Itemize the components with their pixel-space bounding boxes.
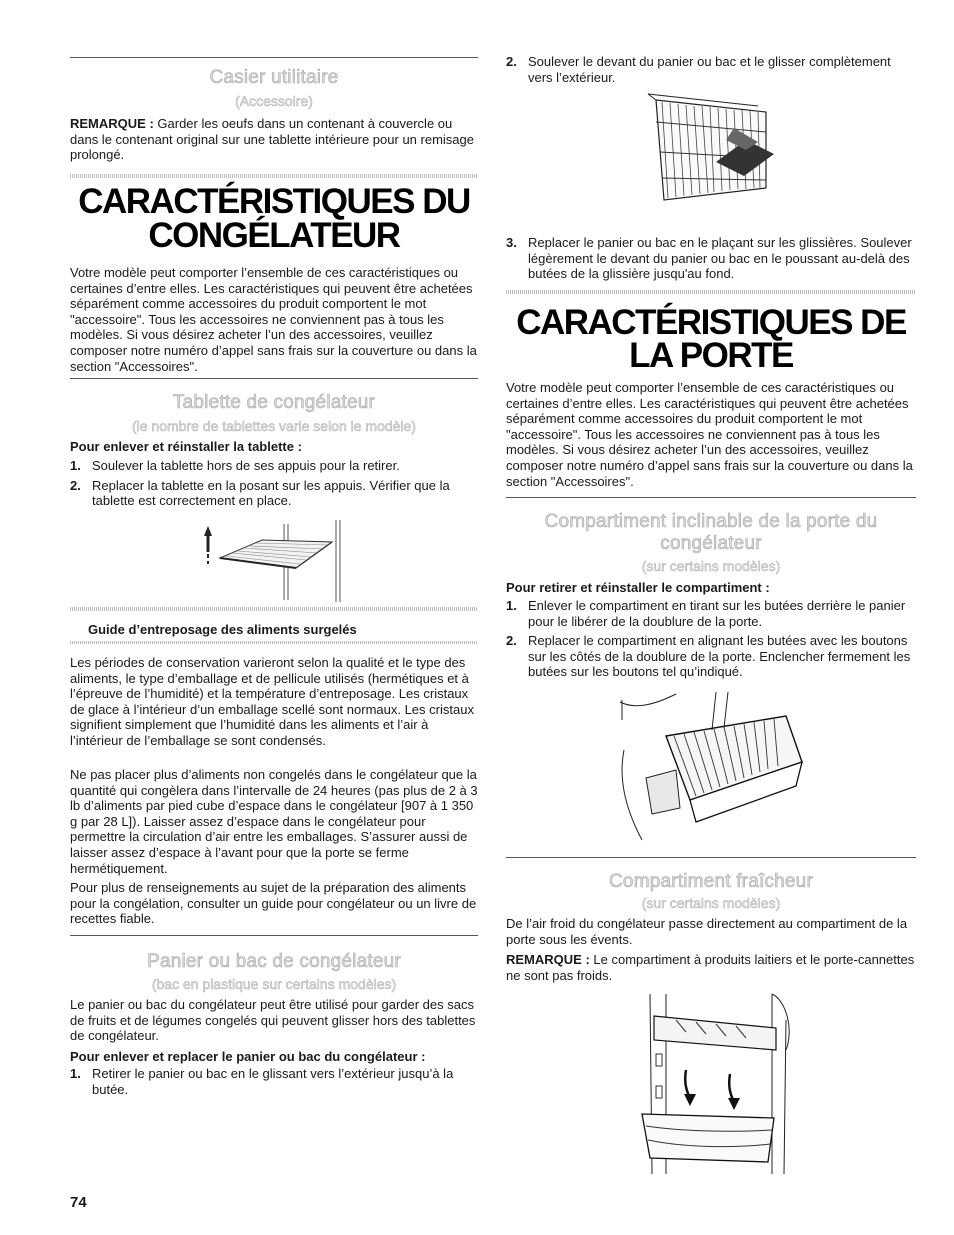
- note-label: REMARQUE :: [70, 116, 154, 131]
- heading-porte-line2: LA PORTE: [629, 336, 793, 375]
- casier-note: [70, 116, 478, 163]
- list-item: [506, 235, 916, 282]
- step-number: 2.: [70, 477, 81, 493]
- fraicheur-note: [506, 952, 916, 983]
- intro-congelateur: Votre modèle peut comporter l’ensemble de ces caractéristiques ou certaines d’entre elles. Les caractéristiques qui peuvent être achetées séparément comme accessoires du produit comportent le mot "accessoire". Tous les accessoires ne conviennent pas à tous les modèles. Si vous désirez acheter l’un des accessoires, veuillez composer notre numéro d’appel sans frais sur la couverture ou dans la section "Accessoires".: [70, 265, 477, 374]
- fraicheur-p1: De l’air froid du congélateur passe directement au compartiment de la porte sous les évents.: [506, 916, 908, 947]
- compartiment-title-line2: congélateur: [660, 533, 762, 554]
- step-text: Soulever la tablette hors de ses appuis pour la retirer.: [92, 458, 400, 473]
- guide-p1: Les périodes de conservation varieront selon la qualité et le type des aliments, le type d’emballage et de pellicule utilisés (hermétiques et à l’épreuve de l’humidité) et la température d’entreposage. Les cristaux de glace à l’intérieur d’un emballage scellé sont normaux. Les cristaux signifient simplement que l’humidité dans les aliments et l’air à l’intérieur de l’emballage se sont condensés.: [70, 655, 474, 748]
- step-number: 3.: [506, 235, 517, 250]
- panier-steps-continued-2: [506, 235, 916, 282]
- panier-title: Panier ou bac de congélateur: [147, 951, 401, 972]
- intro-porte: Votre modèle peut comporter l’ensemble de ces caractéristiques ou certaines d’entre elles. Les caractéristiques qui peuvent être achetées séparément comme accessoires du produit comportent le mot "accessoire". Tous les accessoires ne conviennent pas à tous les modèles. Si vous désirez acheter l’un des accessoires, veuillez composer notre numéro d’appel sans frais sur la couverture ou dans la section "Accessoires".: [506, 380, 913, 489]
- divider: [506, 857, 916, 858]
- page-number: 74: [70, 1194, 87, 1211]
- list-item: [506, 54, 916, 85]
- panier-steps-continued: [506, 54, 916, 85]
- heading-congelateur-line1: CARACTÉRISTIQUES DU: [78, 182, 470, 221]
- step-number: 1.: [70, 458, 81, 473]
- compartiment-steps: [506, 598, 916, 680]
- compartiment-title-line1: Compartiment inclinable de la porte du: [544, 511, 878, 532]
- heading-porte-line1: CARACTÉRISTIQUES DE: [516, 303, 906, 342]
- list-item: [506, 598, 916, 629]
- guide-title: Guide d’entreposage des aliments surgelés: [88, 622, 357, 637]
- hatch-divider: [70, 607, 478, 611]
- step-number: 1.: [70, 1066, 81, 1081]
- casier-title: Casier utilitaire: [209, 67, 339, 88]
- panier-howto: Pour enlever et replacer le panier ou bac du congélateur :: [70, 1049, 426, 1064]
- door-bin-illustration: [616, 690, 816, 850]
- panier-subtitle: (bac en plastique sur certains modèles): [151, 976, 397, 992]
- tablette-title: Tablette de congélateur: [172, 392, 376, 413]
- list-item: [506, 633, 916, 680]
- divider: [70, 935, 478, 936]
- tablette-howto: Pour enlever et réinstaller la tablette :: [70, 439, 302, 454]
- basket-illustration: [646, 92, 778, 214]
- fraicheur-illustration: [626, 990, 806, 1176]
- panier-steps: [70, 1066, 478, 1097]
- list-item: [70, 458, 478, 474]
- guide-p2: Ne pas placer plus d’aliments non congelés dans le congélateur que la quantité qui congèlera dans l’intervalle de 24 heures (pas plus de 2 à 3 lb d’aliments par pied cube d’espace dans le congélateur [907 à 1 350 g par 28 L]). Laisser assez d’espace dans le congélateur pour permettre la circulation d’air entre les emballages. S’assurer aussi de laisser assez d’espace à l’avant pour que la porte se ferme hermétiquement.: [70, 767, 478, 876]
- tablette-steps: [70, 458, 478, 509]
- guide-p3: Pour plus de renseignements au sujet de la préparation des aliments pour la congélation, consulter un guide pour congélateur ou un livre de recettes fiable.: [70, 880, 477, 927]
- casier-subtitle: (Accessoire): [235, 93, 313, 109]
- hatch-divider: [70, 174, 478, 178]
- note-label: REMARQUE :: [506, 952, 590, 967]
- fraicheur-title: Compartiment fraîcheur: [609, 871, 813, 892]
- compartiment-howto: Pour retirer et réinstaller le compartiment :: [506, 580, 770, 595]
- list-item: [70, 478, 478, 509]
- step-text: Replacer le panier ou bac en le plaçant sur les glissières. Soulever légèrement le devant du panier ou bac en le poussant au-delà des butées de la glissière jusqu'au fond.: [528, 235, 912, 282]
- heading-congelateur-line2: CONGÉLATEUR: [148, 216, 400, 255]
- step-text: Replacer le compartiment en alignant les butées avec les boutons sur les côtés de la doublure de la porte. Enclencher fermement les butées sur les boutons tel qu’indiqué.: [528, 633, 911, 680]
- divider: [70, 57, 478, 58]
- step-number: 2.: [506, 54, 517, 69]
- note-text: Le compartiment à produits laitiers et le porte-cannettes ne sont pas froids.: [506, 952, 915, 983]
- compartiment-subtitle: (sur certains modèles): [641, 558, 781, 574]
- step-text: Retirer le panier ou bac en le glissant vers l’extérieur jusqu’à la butée.: [92, 1066, 454, 1097]
- list-item: [70, 1066, 478, 1097]
- tablette-subtitle: (le nombre de tablettes varie selon le modèle): [131, 418, 417, 434]
- step-number: 2.: [506, 633, 517, 649]
- panier-p1: Le panier ou bac du congélateur peut être utilisé pour garder des sacs de fruits et de légumes congelés qui peuvent glisser hors des tablettes de congélateur.: [70, 997, 476, 1044]
- step-text: Enlever le compartiment en tirant sur les butées derrière le panier pour le libérer de la doublure de la porte.: [528, 598, 906, 629]
- shelf-illustration: [200, 520, 350, 602]
- step-text: Soulever le devant du panier ou bac et le glisser complètement vers l’extérieur.: [528, 54, 891, 85]
- note-text: Garder les oeufs dans un contenant à couvercle ou dans le contenant original sur une tablette intérieure pour un remisage prolongé.: [70, 116, 474, 163]
- step-text: Replacer la tablette en la posant sur les appuis. Vérifier que la tablette est correctement en place.: [92, 477, 450, 509]
- step-number: 1.: [506, 598, 517, 613]
- fraicheur-subtitle: (sur certains modèles): [641, 895, 781, 911]
- divider: [506, 497, 916, 498]
- hatch-divider: [70, 641, 478, 644]
- divider: [70, 378, 478, 379]
- hatch-divider: [506, 290, 916, 294]
